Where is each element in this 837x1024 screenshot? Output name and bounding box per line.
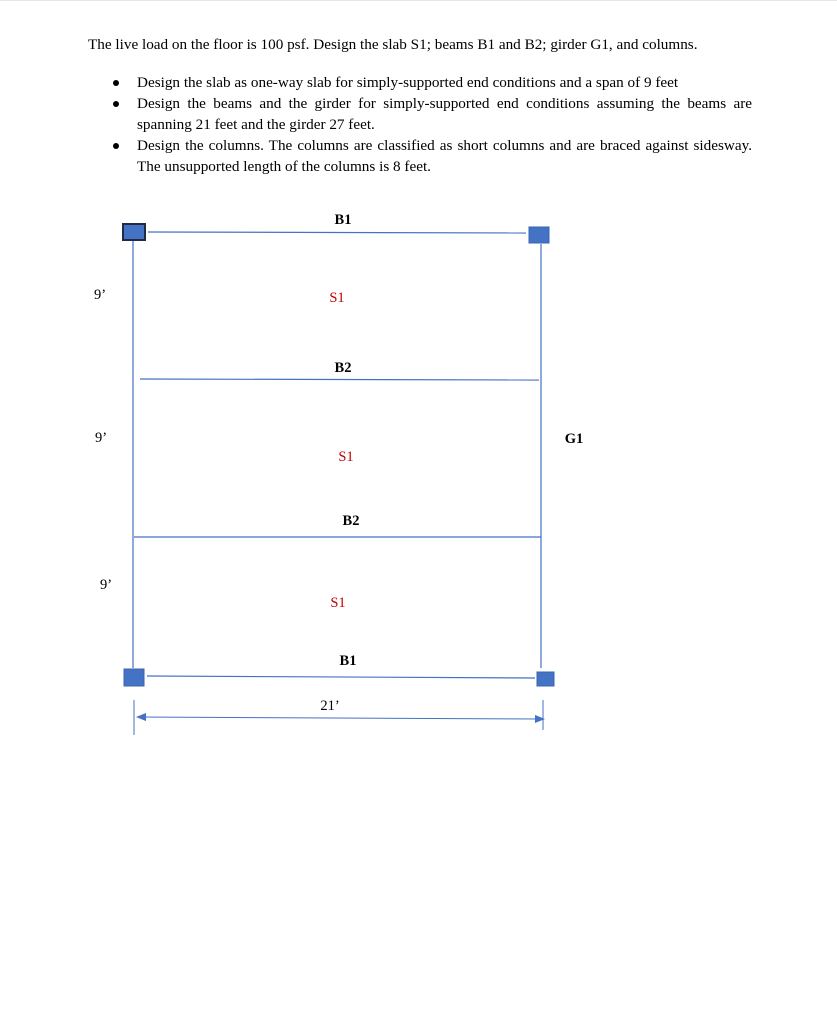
label-span-1: 9’: [93, 287, 107, 303]
label-span-3: 9’: [99, 577, 113, 593]
requirement-text: Design the beams and the girder for simply-supported end conditions assuming the beams are spanning 21 feet and the girder 27 feet.: [137, 95, 752, 133]
label-beam-b1-bottom: B1: [339, 653, 357, 669]
requirement-text: Design the columns. The columns are classified as short columns and are braced against sidesway. The unsupported length of the columns is 8 feet.: [137, 137, 752, 175]
beam-b1-top: [148, 232, 526, 233]
label-beam-b1-top: B1: [334, 212, 352, 228]
label-slab-3: S1: [330, 595, 346, 611]
label-width-dimension: 21’: [320, 698, 340, 714]
label-beam-b2-lower: B2: [342, 513, 360, 529]
beam-b1-bottom: [147, 676, 535, 678]
label-girder-g1: G1: [564, 431, 584, 447]
label-beam-b2-upper: B2: [334, 360, 352, 376]
requirement-text: Design the slab as one-way slab for simply-supported end conditions and a span of 9 feet: [137, 74, 679, 91]
width-dimension-arrow: [137, 717, 544, 719]
label-slab-1: S1: [329, 290, 345, 306]
label-slab-2: S1: [338, 449, 354, 465]
column-top-right: [529, 227, 549, 243]
column-top-left: [123, 224, 145, 240]
column-bottom-left: [124, 669, 144, 686]
problem-intro: The live load on the floor is 100 psf. Design the slab S1; beams B1 and B2; girder G1, and columns.: [88, 36, 698, 53]
beam-b2-upper: [140, 379, 539, 380]
column-bottom-right: [537, 672, 554, 686]
label-span-2: 9’: [94, 430, 108, 446]
